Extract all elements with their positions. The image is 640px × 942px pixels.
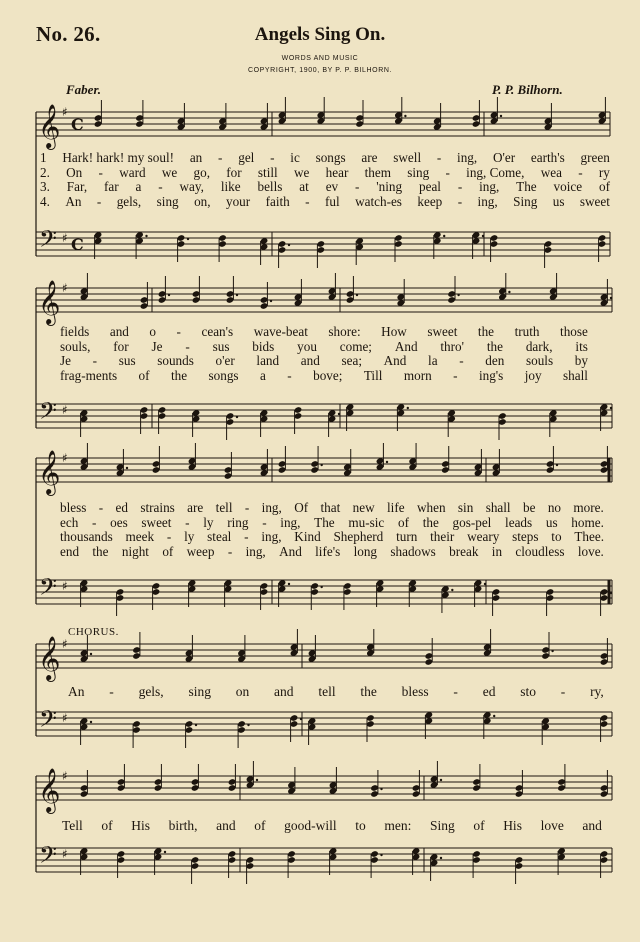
chorus-label: CHORUS. xyxy=(68,626,119,638)
dot-icon xyxy=(195,724,197,726)
lyric-syllable: - xyxy=(287,367,292,383)
composer-credit: P. P. Bilhorn. xyxy=(492,82,563,97)
lyric-syllable: thousands xyxy=(60,529,113,544)
lyric-syllable: of xyxy=(598,179,610,194)
lyric-syllable: joy xyxy=(524,367,542,383)
lyric-syllable: strains xyxy=(140,500,175,515)
lyric-syllable: are xyxy=(361,150,378,165)
lyric-syllable: And xyxy=(394,338,418,354)
lyric-syllable: shall xyxy=(485,500,511,515)
bass-clef-icon: 𝄢 xyxy=(39,841,58,874)
lyric-syllable: Sing xyxy=(513,193,538,209)
lyrics-system-1 xyxy=(40,150,610,208)
lyric-syllable: - xyxy=(96,193,102,209)
lyric-syllable: by xyxy=(574,353,588,368)
lyric-syllable: shadows xyxy=(390,543,436,559)
lyric-syllable: ing, xyxy=(457,150,478,165)
lyric-syllable: to xyxy=(551,529,562,544)
lyric-syllable: life's xyxy=(315,543,341,559)
lyric-syllable: - xyxy=(355,179,360,194)
chorus-syllable: sto xyxy=(520,684,536,699)
lyric-syllable: la xyxy=(428,353,438,368)
lyric-syllable: sus xyxy=(212,338,230,354)
lyric-syllable: those xyxy=(560,324,588,339)
lyric-syllable: bids xyxy=(252,338,275,354)
chorus-syllable: men: xyxy=(384,818,412,833)
lyric-syllable: more. xyxy=(573,500,604,515)
lyric-syllable: love. xyxy=(577,543,604,559)
tune-credit: Faber. xyxy=(66,82,102,97)
lyric-syllable: - xyxy=(176,324,181,339)
lyric-syllable: dark, xyxy=(525,338,553,354)
lyric-syllable: steps xyxy=(512,529,539,544)
chorus-syllable: and xyxy=(216,818,236,833)
sharp-icon: ♯ xyxy=(62,637,68,651)
lyric-syllable: break xyxy=(449,543,479,559)
chorus-syllable: birth, xyxy=(168,818,198,833)
lyric-syllable: - xyxy=(445,164,450,180)
lyric-syllable: souls, xyxy=(60,338,91,354)
lyric-syllable: far xyxy=(104,179,119,194)
dot-icon xyxy=(90,653,92,655)
lyric-syllable: ev xyxy=(325,179,339,194)
lyric-syllable: ring xyxy=(227,514,249,530)
verse-line xyxy=(60,368,588,383)
lyric-syllable: oes xyxy=(110,514,128,530)
dot-icon xyxy=(508,291,510,293)
chorus-syllable: His xyxy=(131,818,151,833)
lyric-syllable: ic xyxy=(290,150,300,165)
common-time-icon: C xyxy=(71,115,84,134)
lyric-syllable: - xyxy=(98,164,103,180)
lyric-syllable: sweet xyxy=(579,193,610,209)
lyrics-system-2 xyxy=(60,324,588,382)
lyric-syllable: tell xyxy=(215,500,233,515)
dot-icon xyxy=(610,407,612,409)
lyric-syllable: ry xyxy=(598,164,610,180)
dot-icon xyxy=(440,779,442,781)
dot-icon xyxy=(482,235,484,237)
lyric-syllable: 4. xyxy=(40,193,50,209)
lyric-syllable: earth's xyxy=(530,150,565,165)
lyric-syllable: the xyxy=(486,338,503,354)
dot-icon xyxy=(451,589,453,591)
chorus-syllable: Sing xyxy=(429,818,455,833)
dot-icon xyxy=(356,294,358,296)
lyric-syllable: - xyxy=(457,193,463,209)
lyric-syllable: ful xyxy=(325,193,340,209)
lyric-syllable: - xyxy=(227,543,233,559)
verse-line xyxy=(60,544,604,559)
lyric-syllable: And xyxy=(279,543,302,559)
lyric-syllable: Of xyxy=(294,500,309,515)
lyric-syllable: of xyxy=(162,543,174,559)
verse-line xyxy=(60,529,604,544)
dot-icon xyxy=(386,461,388,463)
lyric-syllable: ing, xyxy=(261,529,282,544)
lyric-syllable: songs xyxy=(208,367,239,383)
lyric-syllable: hear xyxy=(325,164,349,180)
lyric-syllable: sea; xyxy=(341,353,362,368)
chorus-syllable: of xyxy=(101,818,113,833)
common-time-icon: C xyxy=(71,235,84,254)
lyric-syllable: turn xyxy=(396,529,418,544)
dot-icon xyxy=(247,724,249,726)
lyric-syllable: steal xyxy=(207,529,232,544)
dot-icon xyxy=(493,715,495,717)
lyric-syllable: its xyxy=(575,338,588,354)
lyric-syllable: sus xyxy=(118,353,136,368)
lyric-syllable: Thee. xyxy=(574,529,604,544)
lyric-syllable: keep xyxy=(417,193,443,209)
lyric-syllable: land xyxy=(256,353,280,368)
lyric-syllable: - xyxy=(305,193,310,209)
lyric-syllable: an xyxy=(189,150,203,165)
lyric-syllable: swell xyxy=(393,150,422,165)
lyric-syllable: songs xyxy=(315,150,346,165)
lyric-syllable: How xyxy=(381,324,407,339)
dot-icon xyxy=(320,586,322,588)
lyric-syllable: The xyxy=(314,514,335,530)
dot-icon xyxy=(300,718,302,720)
dot-icon xyxy=(404,115,406,117)
lyric-syllable: ing's xyxy=(478,367,504,383)
lyric-syllable: sin xyxy=(457,500,474,515)
lyric-syllable: 'ning xyxy=(376,179,403,194)
dot-icon xyxy=(440,857,442,859)
copyright-line-2: COPYRIGHT, 1900, BY P. P. BILHORN. xyxy=(247,67,393,74)
lyric-syllable: green xyxy=(580,150,610,165)
lyric-syllable: voice xyxy=(553,179,583,194)
chorus-lyrics-line-1 xyxy=(68,684,604,700)
lyric-syllable: Shepherd xyxy=(333,529,384,544)
chorus-syllable: love xyxy=(540,818,564,833)
lyric-syllable: - xyxy=(436,150,442,165)
chorus-syllable: and xyxy=(274,684,294,699)
lyric-syllable: frag-ments xyxy=(60,367,118,383)
lyric-syllable: no xyxy=(547,500,561,515)
sharp-icon: ♯ xyxy=(62,105,68,119)
lyric-syllable: 2. xyxy=(40,164,50,180)
chorus-syllable: - xyxy=(109,684,114,699)
sharp-icon: ♯ xyxy=(62,579,68,593)
lyric-syllable: weary xyxy=(467,529,500,544)
lyric-syllable: life xyxy=(387,500,405,515)
lyric-syllable: bless xyxy=(60,500,87,515)
lyric-syllable: come; xyxy=(339,338,372,354)
chorus-syllable: gels, xyxy=(138,684,164,699)
dot-icon xyxy=(236,416,238,418)
lyric-syllable: end xyxy=(60,543,80,559)
lyric-syllable: your xyxy=(225,193,251,209)
copyright-line-1: WORDS AND MUSIC xyxy=(281,55,359,62)
lyric-syllable: Je xyxy=(151,338,163,354)
lyric-syllable: souls xyxy=(525,353,554,368)
lyric-syllable: thro' xyxy=(440,338,465,354)
chorus-syllable: His xyxy=(503,818,522,833)
lyric-syllable: you xyxy=(297,338,317,354)
lyric-syllable: for xyxy=(113,338,129,354)
chorus-syllable: - xyxy=(560,684,566,699)
lyric-syllable: home. xyxy=(571,514,604,530)
lyric-syllable: Till xyxy=(363,367,383,383)
verse-line xyxy=(40,179,610,194)
verse-line xyxy=(40,194,610,209)
lyric-syllable: at xyxy=(299,179,309,194)
lyric-syllable: ing, Come, xyxy=(466,164,525,180)
lyric-syllable: sweet xyxy=(141,514,172,530)
dot-icon xyxy=(551,650,553,652)
lyric-syllable: - xyxy=(218,150,223,165)
lyric-syllable: wea xyxy=(540,164,562,180)
chorus-syllable: and xyxy=(582,818,602,833)
dot-icon xyxy=(380,788,382,790)
dot-icon xyxy=(500,115,502,117)
dot-icon xyxy=(407,407,409,409)
chorus-syllable: ed xyxy=(482,684,496,699)
sharp-icon: ♯ xyxy=(62,769,68,783)
lyric-syllable: Hark! hark! my soul! xyxy=(62,150,175,165)
lyric-syllable: wave-beat xyxy=(253,324,308,339)
chorus-syllable: of xyxy=(473,818,485,833)
lyric-syllable: den xyxy=(485,353,505,368)
bass-clef-icon: 𝄢 xyxy=(39,705,58,738)
lyric-syllable: o xyxy=(149,324,157,339)
lyric-syllable: we xyxy=(161,164,178,180)
sharp-icon: ♯ xyxy=(62,451,68,465)
lyric-syllable: cean's xyxy=(201,324,234,339)
verse-line xyxy=(40,150,610,165)
lyric-syllable: - xyxy=(166,529,172,544)
lyric-syllable: ing, xyxy=(245,543,266,559)
bass-clef-icon: 𝄢 xyxy=(39,225,58,258)
lyric-syllable: and xyxy=(109,324,129,339)
lyric-syllable: sing xyxy=(407,164,430,180)
lyric-syllable: a xyxy=(259,367,266,383)
treble-clef-icon: 𝄞 xyxy=(38,636,61,680)
lyric-syllable: the xyxy=(92,543,109,559)
lyric-syllable: go, xyxy=(193,164,210,180)
dot-icon xyxy=(90,721,92,723)
lyric-syllable: their xyxy=(430,529,455,544)
lyric-syllable: ing, xyxy=(261,500,282,515)
dot-icon xyxy=(610,297,612,299)
lyric-syllable: long xyxy=(353,543,378,559)
chorus-syllable: sing xyxy=(188,684,211,699)
lyric-syllable: Far, xyxy=(66,179,88,194)
lyric-syllable: weep xyxy=(186,543,215,559)
dot-icon xyxy=(126,467,128,469)
chorus-syllable: Tell xyxy=(62,818,83,833)
dot-icon xyxy=(145,235,147,237)
lyric-syllable: ed xyxy=(115,500,128,515)
lyric-syllable: a xyxy=(135,179,142,194)
lyric-syllable: us xyxy=(552,193,565,209)
lyric-syllable: gos-pel xyxy=(452,514,492,530)
lyric-syllable: cloudless xyxy=(515,543,565,559)
lyric-syllable: them xyxy=(364,164,391,180)
chorus-syllable: - xyxy=(453,684,458,699)
dot-icon xyxy=(556,464,558,466)
dot-icon xyxy=(320,464,322,466)
verse-line xyxy=(60,353,588,368)
lyric-syllable: ing, xyxy=(477,193,498,209)
lyric-syllable: meek xyxy=(125,529,155,544)
lyric-syllable: night xyxy=(121,543,149,559)
treble-clef-icon: 𝄞 xyxy=(38,450,61,494)
lyric-syllable: the xyxy=(422,514,439,530)
sharp-icon: ♯ xyxy=(62,231,68,245)
dot-icon xyxy=(256,779,258,781)
lyric-syllable: faith xyxy=(265,193,290,209)
lyric-syllable: - xyxy=(244,529,249,544)
hymn-number: No. 26. xyxy=(36,22,101,46)
lyric-syllable: we xyxy=(293,164,310,180)
lyric-syllable: way, xyxy=(179,179,204,194)
lyric-syllable: sounds xyxy=(157,353,194,368)
lyric-syllable: An xyxy=(65,193,82,209)
lyric-syllable: - xyxy=(98,500,104,515)
lyric-syllable: mu-sic xyxy=(348,514,385,530)
lyric-syllable: in xyxy=(491,543,503,559)
lyric-syllable: fields xyxy=(60,324,90,339)
lyric-syllable: new xyxy=(352,500,375,515)
lyric-syllable: of xyxy=(397,514,409,530)
lyric-syllable: - xyxy=(185,338,190,354)
lyric-syllable: shall xyxy=(563,367,588,383)
lyric-syllable: Je xyxy=(60,353,71,368)
dot-icon xyxy=(270,300,272,302)
verse-line xyxy=(60,515,604,530)
chorus-syllable: the xyxy=(360,684,377,699)
lyric-syllable: On xyxy=(66,164,83,180)
lyric-syllable: watch-es xyxy=(355,193,402,209)
treble-clef-icon: 𝄞 xyxy=(38,768,61,812)
chorus-syllable: of xyxy=(254,818,266,833)
sharp-icon: ♯ xyxy=(62,403,68,417)
lyric-syllable: that xyxy=(320,500,341,515)
hymn-title: Angels Sing On. xyxy=(254,24,386,45)
verse-line xyxy=(60,324,588,339)
verse-line xyxy=(40,165,610,180)
lyric-syllable: - xyxy=(459,353,464,368)
bass-clef-icon: 𝄢 xyxy=(39,397,58,430)
lyric-syllable: 3. xyxy=(40,179,50,194)
treble-clef-icon: 𝄞 xyxy=(38,280,61,324)
sharp-icon: ♯ xyxy=(62,847,68,861)
lyric-syllable: still xyxy=(257,164,278,180)
dot-icon xyxy=(187,238,189,240)
sharp-icon: ♯ xyxy=(62,281,68,295)
lyric-syllable: sweet xyxy=(427,324,458,339)
chorus-syllable: An xyxy=(68,684,85,699)
lyric-syllable: peal xyxy=(419,179,441,194)
lyric-syllable: of xyxy=(138,367,150,383)
lyric-syllable: ech xyxy=(60,514,79,530)
lyric-syllable: us xyxy=(545,514,558,530)
lyric-syllable: - xyxy=(457,179,463,194)
dot-icon xyxy=(484,583,486,585)
lyric-syllable: ly xyxy=(203,514,214,530)
dot-icon xyxy=(288,244,290,246)
lyric-syllable: sing xyxy=(156,193,179,209)
lyric-syllable: - xyxy=(92,353,98,368)
lyric-syllable: ly xyxy=(184,529,195,544)
lyric-syllable: truth xyxy=(514,324,540,339)
chorus-syllable: on xyxy=(235,684,250,699)
lyric-syllable: the xyxy=(477,324,495,339)
lyric-syllable: for xyxy=(226,164,242,180)
chorus-lyrics-line-2 xyxy=(62,818,602,834)
lyric-syllable: the xyxy=(170,367,188,383)
dot-icon xyxy=(457,294,459,296)
dot-icon xyxy=(610,592,612,594)
lyric-syllable: Kind xyxy=(294,529,321,544)
verse-line xyxy=(60,500,604,515)
lyric-syllable: ing, xyxy=(280,514,301,530)
lyric-syllable: - xyxy=(270,150,275,165)
lyric-syllable: o'er xyxy=(215,353,235,368)
lyric-syllable: on, xyxy=(194,193,211,209)
dot-icon xyxy=(236,294,238,296)
lyric-syllable: gels, xyxy=(116,193,142,209)
lyrics-system-3 xyxy=(60,500,604,558)
lyric-syllable: And xyxy=(383,353,407,368)
chorus-syllable: bless xyxy=(401,684,429,699)
lyric-syllable: bove; xyxy=(313,367,343,383)
lyric-syllable: shore: xyxy=(328,324,361,339)
chorus-syllable: ry, xyxy=(590,684,604,699)
chorus-syllable: good-will xyxy=(284,818,337,833)
lyric-syllable: - xyxy=(185,514,190,530)
lyric-syllable: - xyxy=(244,500,250,515)
lyric-syllable: gel xyxy=(238,150,255,165)
sharp-icon: ♯ xyxy=(62,711,68,725)
lyric-syllable: be xyxy=(522,500,536,515)
lyric-syllable: - xyxy=(262,514,267,530)
dot-icon xyxy=(443,235,445,237)
lyric-syllable: - xyxy=(92,514,97,530)
lyric-syllable: when xyxy=(416,500,446,515)
lyric-syllable: and xyxy=(300,353,320,368)
lyric-syllable: ing, xyxy=(479,179,500,194)
lyric-syllable: bells xyxy=(257,179,283,194)
verse-line xyxy=(60,339,588,354)
lyric-syllable: like xyxy=(220,179,241,194)
lyric-syllable: are xyxy=(187,500,204,515)
dot-icon xyxy=(288,583,290,585)
lyric-syllable: The xyxy=(516,179,537,194)
treble-clef-icon: 𝄞 xyxy=(38,104,61,148)
lyric-syllable: - xyxy=(453,367,458,383)
bass-clef-icon: 𝄢 xyxy=(39,573,58,606)
dot-icon xyxy=(380,854,382,856)
dot-icon xyxy=(164,851,166,853)
dot-icon xyxy=(338,413,340,415)
chorus-syllable: tell xyxy=(318,684,336,699)
chorus-syllable: to xyxy=(355,818,366,833)
lyric-syllable: - xyxy=(578,164,583,180)
lyric-syllable: O'er xyxy=(492,150,516,165)
lyric-syllable: leads xyxy=(505,514,533,530)
lyric-syllable: - xyxy=(158,179,163,194)
lyric-syllable: 1 xyxy=(40,150,47,165)
dot-icon xyxy=(168,294,170,296)
lyric-syllable: ward xyxy=(119,164,146,180)
lyric-syllable: morn xyxy=(403,367,432,383)
